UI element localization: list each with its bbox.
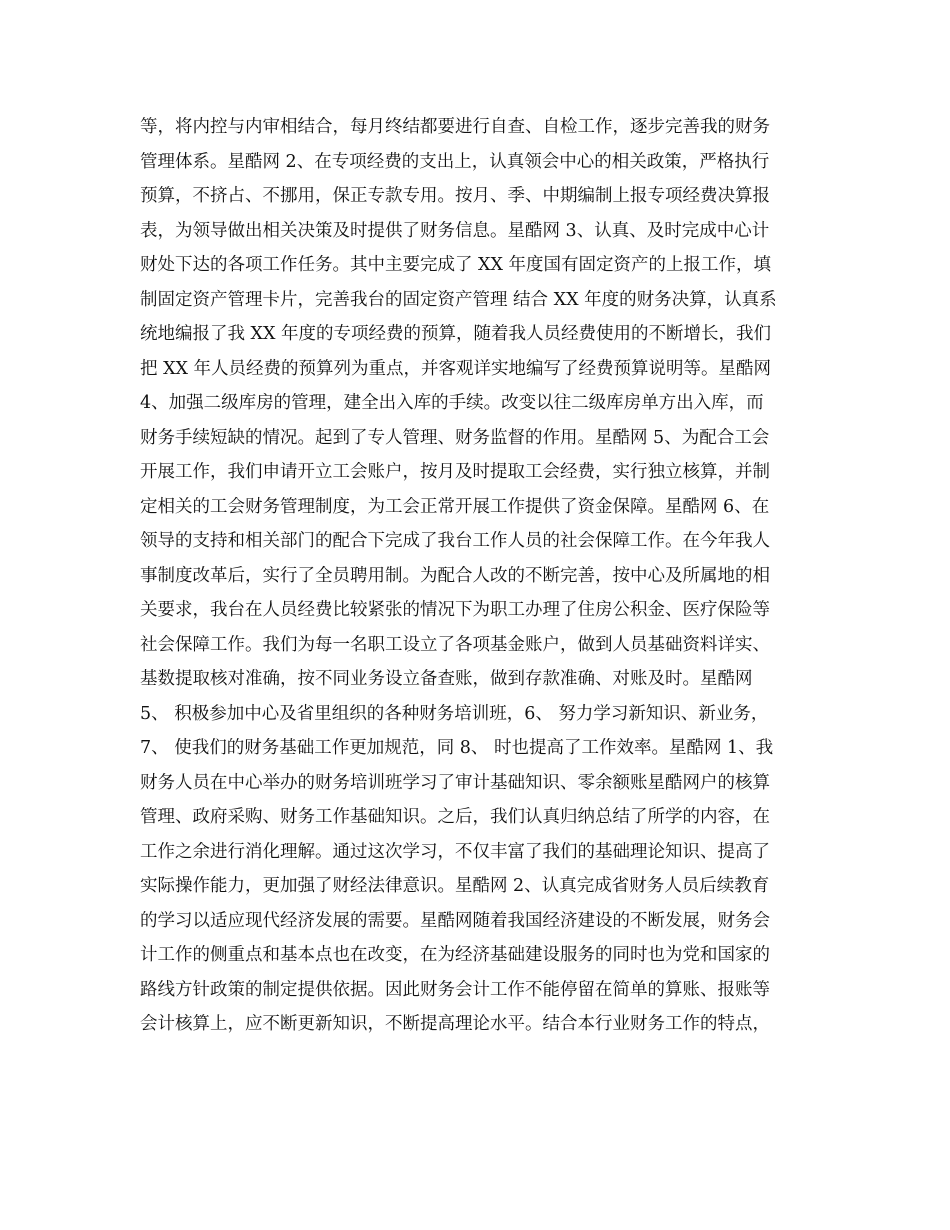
text-line: 4、加强二级库房的管理，建全出入库的手续。改变以往二级库房单方出入库，而 — [140, 393, 764, 413]
body-text — [140, 110, 820, 1042]
text-line: 事制度改革后，实行了全员聘用制。为配合人改的不断完善，按中心及所属地的相 — [140, 565, 770, 586]
text-line: 基数提取核对准确，按不同业务设立备查账，做到存款准确、对账及时。星酷网 — [140, 669, 753, 689]
text-line: 领导的支持和相关部门的配合下完成了我台工作人员的社会保障工作。在今年我人 — [140, 531, 770, 551]
text-line: 财务手续短缺的情况。起到了专人管理、财务监督的作用。星酷网 5、为配合工会 — [140, 427, 770, 448]
text-line: 开展工作，我们申请开立工会账户，按月及时提取工会经费，实行独立核算，并制 — [140, 462, 770, 482]
text-line: 7、 使我们的财务基础工作更加规范，同 8、 时也提高了工作效率。星酷网 1、我 — [140, 738, 774, 758]
text-line: 定相关的工会财务管理制度，为工会正常开展工作提供了资金保障。星酷网 6、在 — [140, 496, 770, 517]
text-line: 关要求，我台在人员经费比较紧张的情况下为职工办理了住房公积金、医疗保险等 — [140, 600, 770, 620]
text-line: 实际操作能力，更加强了财经法律意识。星酷网 2、认真完成省财务人员后续教育 — [140, 876, 770, 896]
text-line: 的学习以适应现代经济发展的需要。星酷网随着我国经济建设的不断发展，财务会 — [140, 910, 770, 931]
text-line: 把 XX 年人员经费的预算列为重点，并客观详实地编写了经费预算说明等。星酷网 — [140, 358, 772, 379]
text-line: 会计核算上，应不断更新知识，不断提高理论水平。结合本行业财务工作的特点， — [140, 1014, 770, 1034]
text-line: 等，将内控与内审相结合，每月终结都要进行自查、自检工作，逐步完善我的财务 — [140, 117, 770, 137]
text-line: 制固定资产管理卡片，完善我台的固定资产管理 结合 XX 年度的财务决算，认真系 — [140, 289, 777, 310]
text-line: 管理、政府采购、财务工作基础知识。之后，我们认真归纳总结了所学的内容，在 — [140, 807, 770, 827]
text-line: 预算，不挤占、不挪用，保正专款专用。按月、季、中期编制上报专项经费决算报 — [140, 186, 770, 206]
text-line: 社会保障工作。我们为每一名职工设立了各项基金账户，做到人员基础资料详实、 — [140, 634, 770, 655]
text-line: 财务人员在中心举办的财务培训班学习了审计基础知识、零余额账星酷网户的核算 — [140, 772, 770, 793]
text-line: 5、 积极参加中心及省里组织的各种财务培训班，6、 努力学习新知识、新业务， — [140, 703, 769, 724]
text-line: 管理体系。星酷网 2、在专项经费的支出上，认真领会中心的相关政策，严格执行 — [140, 151, 770, 172]
text-line: 表，为领导做出相关决策及时提供了财务信息。星酷网 3、认真、及时完成中心计 — [140, 220, 770, 241]
text-line: 工作之余进行消化理解。通过这次学习，不仅丰富了我们的基础理论知识、提高了 — [140, 841, 770, 862]
text-line: 路线方针政策的制定提供依据。因此财务会计工作不能停留在简单的算账、报账等 — [140, 979, 770, 1000]
text-line: 计工作的侧重点和基本点也在改变，在为经济基础建设服务的同时也为党和国家的 — [140, 945, 770, 965]
text-line: 财处下达的各项工作任务。其中主要完成了 XX 年度国有固定资产的上报工作，填 — [140, 255, 772, 275]
text-line: 统地编报了我 XX 年度的专项经费的预算，随着我人员经费使用的不断增长，我们 — [140, 324, 772, 344]
